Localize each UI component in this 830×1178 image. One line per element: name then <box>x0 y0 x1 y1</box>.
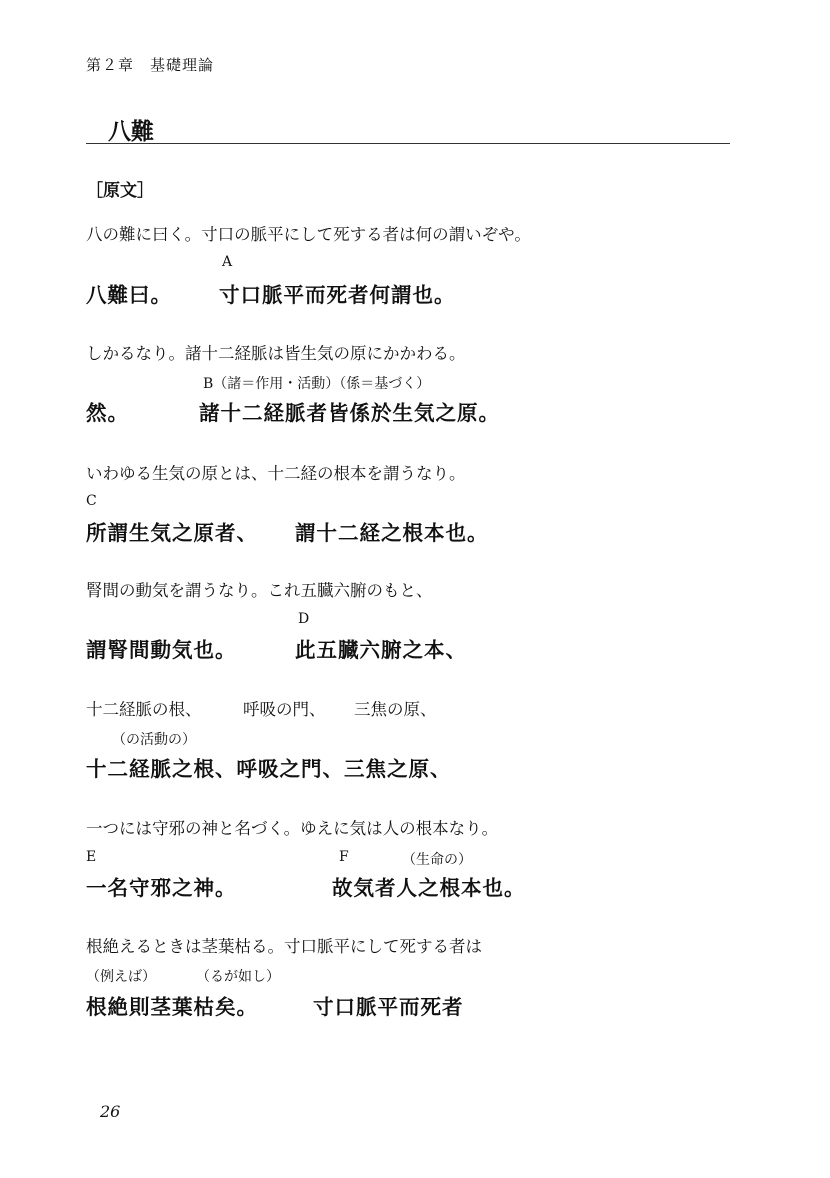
reading-line-3: いわゆる生気の原とは、十二経の根本を謂うなり。 <box>86 464 466 483</box>
kanbun-4-part-2: 此五臓六腑之本、 <box>295 638 467 662</box>
annotation-a: A <box>222 254 233 270</box>
annotation-e: E <box>86 849 97 865</box>
reading-line-5-part-1: 十二経脈の根、 <box>86 700 202 719</box>
reading-line-5-part-3: 三焦の原、 <box>354 700 437 719</box>
annotation-b: B（諸＝作用・活動）（係＝基づく） <box>203 376 431 392</box>
reading-line-5-part-2: 呼吸の門、 <box>243 700 326 719</box>
annotation-ruga-gotoshi: （るが如し） <box>196 969 280 985</box>
section-title: 八難 <box>108 119 154 145</box>
reading-line-2: しかるなり。諸十二経脈は皆生気の原にかかわる。 <box>86 344 466 363</box>
reading-line-7: 根絶えるときは茎葉枯る。寸口脈平にして死する者は <box>86 937 482 956</box>
annotation-no-katsudou-no: （の活動の） <box>112 732 196 748</box>
kanbun-1-part-2: 寸口脈平而死者何謂也。 <box>219 283 456 307</box>
page-number: 26 <box>100 1102 121 1121</box>
annotation-d: D <box>298 611 310 627</box>
annotation-f: F <box>339 849 349 865</box>
kanbun-7-part-1: 根絶則茎葉枯矣。 <box>86 995 258 1019</box>
annotation-c: C <box>86 493 97 509</box>
reading-line-6: 一つには守邪の神と名づく。ゆえに気は人の根本なり。 <box>86 819 499 838</box>
kanbun-2-part-1: 然。 <box>86 401 129 425</box>
kanbun-2-part-2: 諸十二経脈者皆係於生気之原。 <box>199 401 500 425</box>
running-header: 第２章 基礎理論 <box>86 56 215 74</box>
kanbun-3-part-1: 所謂生気之原者、 <box>86 521 258 545</box>
title-rule <box>86 143 730 144</box>
kanbun-6-part-1: 一名守邪之神。 <box>86 876 237 900</box>
reading-line-4: 腎間の動気を謂うなり。これ五臓六腑のもと、 <box>86 581 433 600</box>
kanbun-5: 十二経脈之根、呼吸之門、三焦之原、 <box>86 757 452 781</box>
kanbun-3-part-2: 謂十二経之根本也。 <box>295 521 489 545</box>
kanbun-7-part-2: 寸口脈平而死者 <box>313 995 464 1019</box>
reading-line-1: 八の難に曰く。寸口の脈平にして死する者は何の謂いぞや。 <box>86 225 531 244</box>
annotation-seimei-no: （生命の） <box>402 852 472 868</box>
kanbun-1-part-1: 八難曰。 <box>86 283 172 307</box>
kanbun-6-part-2: 故気者人之根本也。 <box>332 876 526 900</box>
kanbun-4-part-1: 謂腎間動気也。 <box>86 638 237 662</box>
annotation-tatoeba: （例えば） <box>86 969 156 985</box>
subhead-original-text: ［原文］ <box>86 181 154 201</box>
